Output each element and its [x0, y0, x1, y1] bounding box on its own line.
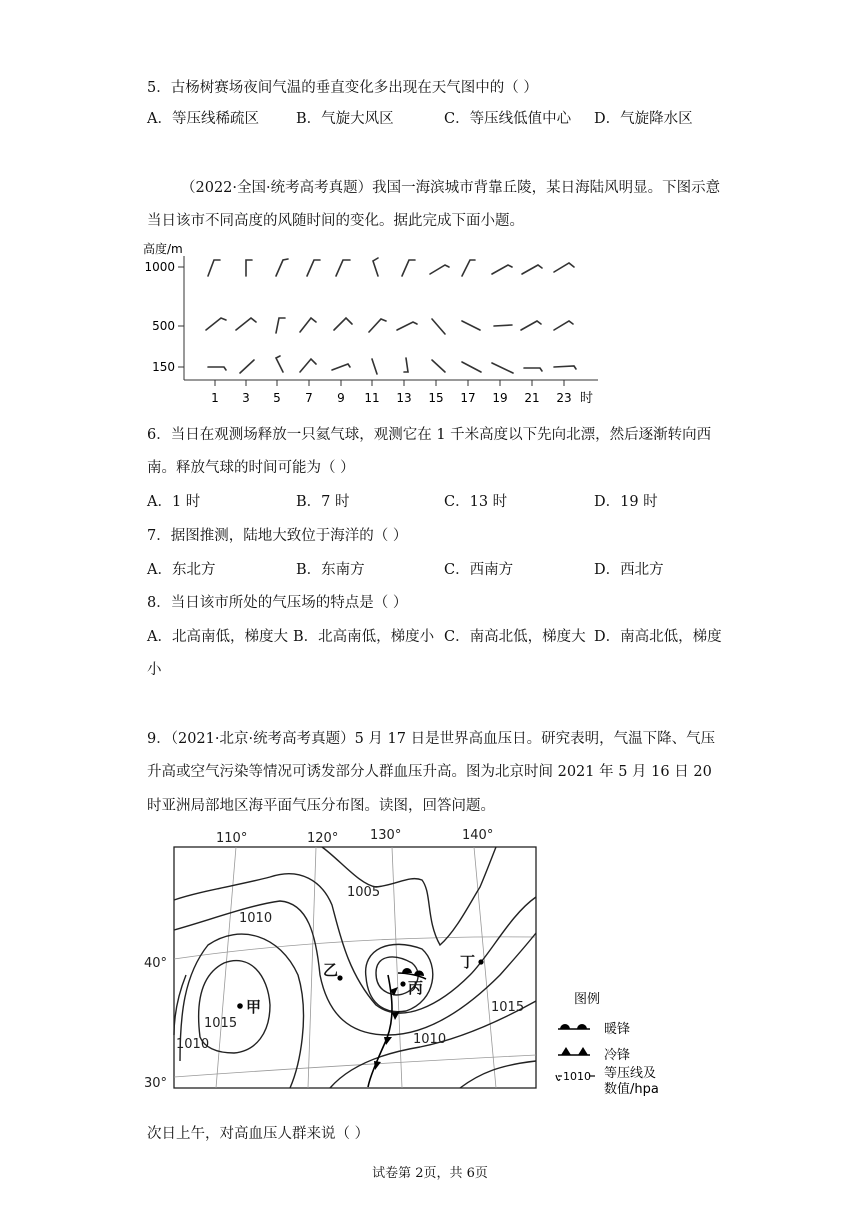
x-tick-21: 21: [524, 391, 540, 405]
point-jia: [237, 1003, 243, 1009]
isobar-label-1010-center: 1010: [413, 1032, 447, 1047]
x-tick-3: 3: [242, 391, 250, 405]
page-footer: 试卷第 2页，共 6页: [372, 1166, 488, 1181]
isobar-label-1010-north: 1010: [239, 911, 273, 926]
lon-label-120: 120°: [307, 831, 339, 846]
question-8-option-a[interactable]: A．北高南低，梯度大: [147, 629, 288, 645]
question-5-option-c[interactable]: C．等压线低值中心: [444, 111, 572, 127]
question-7-stem: 7．据图推测，陆地大致位于海洋的（ ）: [147, 528, 408, 544]
question-5-option-b[interactable]: B．气旋大风区: [296, 111, 394, 127]
point-ding: [478, 959, 483, 964]
point-yi: [337, 975, 342, 980]
legend-isobar-text-1: 等压线及: [604, 1066, 657, 1081]
x-tick-5: 5: [273, 391, 281, 405]
question-5-option-d[interactable]: D．气旋降水区: [594, 111, 693, 127]
x-tick-15: 15: [428, 391, 444, 405]
question-7-option-b[interactable]: B．东南方: [296, 562, 365, 578]
map-legend: [556, 992, 659, 1097]
lon-label-110: 110°: [216, 831, 248, 846]
x-tick-9: 9: [337, 391, 345, 405]
question-8-option-d-wrap: 小: [147, 662, 162, 678]
x-tick-23: 23: [556, 391, 572, 405]
question-8-option-d[interactable]: D．南高北低，梯度: [594, 629, 722, 645]
question-7-option-c[interactable]: C．西南方: [444, 562, 514, 578]
y-tick-500: 500: [152, 319, 175, 333]
question-8-option-b[interactable]: B．北高南低，梯度小: [293, 629, 435, 645]
lat-label-40: 40°: [144, 956, 168, 971]
question-6-option-a[interactable]: A．1 时: [147, 494, 201, 510]
intro-2022-line2: 当日该市不同高度的风随时间的变化。据此完成下面小题。: [147, 213, 524, 229]
lon-label-130: 130°: [370, 828, 402, 843]
x-axis-unit: 时: [580, 391, 594, 406]
sea-level-pressure-map: [140, 825, 670, 1100]
x-tick-1: 1: [211, 391, 219, 405]
legend-title: 图例: [574, 992, 601, 1007]
question-6-option-d[interactable]: D．19 时: [594, 494, 658, 510]
question-6-option-b[interactable]: B．7 时: [296, 494, 350, 510]
question-8-option-c[interactable]: C．南高北低，梯度大: [444, 629, 586, 645]
question-6-line1: 6．当日在观测场释放一只氦气球，观测它在 1 千米高度以下先向北漂，然后逐渐转向西: [147, 427, 712, 443]
isobar-label-1010-west: 1010: [176, 1037, 210, 1052]
legend-warm-front: 暖锋: [604, 1022, 631, 1037]
y-tick-150: 150: [152, 360, 175, 374]
question-9-line1: 9．（2021·北京·统考高考真题）5 月 17 日是世界高血压日。研究表明，气温下降、气压: [147, 731, 716, 747]
legend-isobar-value: 1010: [563, 1070, 591, 1083]
legend-isobar-text-2: 数值/hpa: [604, 1082, 659, 1097]
place-label-jia: 甲: [246, 998, 262, 1016]
question-7-option-d[interactable]: D．西北方: [594, 562, 664, 578]
question-9-line3: 时亚洲局部地区海平面气压分布图。读图，回答问题。: [147, 798, 495, 814]
place-label-yi: 乙: [323, 961, 339, 979]
x-tick-11: 11: [364, 391, 380, 405]
x-tick-19: 19: [492, 391, 508, 405]
point-bing: [400, 981, 405, 986]
place-label-ding: 丁: [460, 953, 476, 971]
lat-label-30: 30°: [144, 1076, 168, 1091]
intro-2022-line1: （2022·全国·统考高考真题）我国一海滨城市背靠丘陵，某日海陆风明显。下图示意: [181, 180, 721, 196]
question-9-line2: 升高或空气污染等情况可诱发部分人群血压升高。图为北京时间 2021 年 5 月 16 日 20: [147, 764, 712, 780]
question-6-line2: 南。释放气球的时间可能为（ ）: [147, 460, 355, 476]
question-5-stem: 5．古杨树赛场夜间气温的垂直变化多出现在天气图中的（ ）: [147, 80, 538, 96]
chart-y-axis-label: 高度/m: [143, 242, 183, 256]
wind-time-height-chart: [140, 238, 610, 410]
y-tick-1000: 1000: [144, 260, 175, 274]
place-label-bing: 丙: [408, 979, 424, 997]
isobar-label-1015-east: 1015: [491, 1000, 525, 1015]
question-8-stem: 8．当日该市所处的气压场的特点是（ ）: [147, 595, 408, 611]
lon-label-140: 140°: [462, 828, 494, 843]
isobar-label-1005: 1005: [347, 885, 381, 900]
question-7-option-a[interactable]: A．东北方: [147, 562, 216, 578]
x-tick-7: 7: [305, 391, 313, 405]
x-tick-17: 17: [460, 391, 476, 405]
question-6-option-c[interactable]: C．13 时: [444, 494, 508, 510]
question-9-followup: 次日上午，对高血压人群来说（ ）: [147, 1126, 370, 1142]
legend-cold-front: 冷锋: [604, 1048, 631, 1063]
question-5-option-a[interactable]: A．等压线稀疏区: [147, 111, 259, 127]
isobar-label-1015-west: 1015: [204, 1016, 238, 1031]
x-tick-13: 13: [396, 391, 412, 405]
